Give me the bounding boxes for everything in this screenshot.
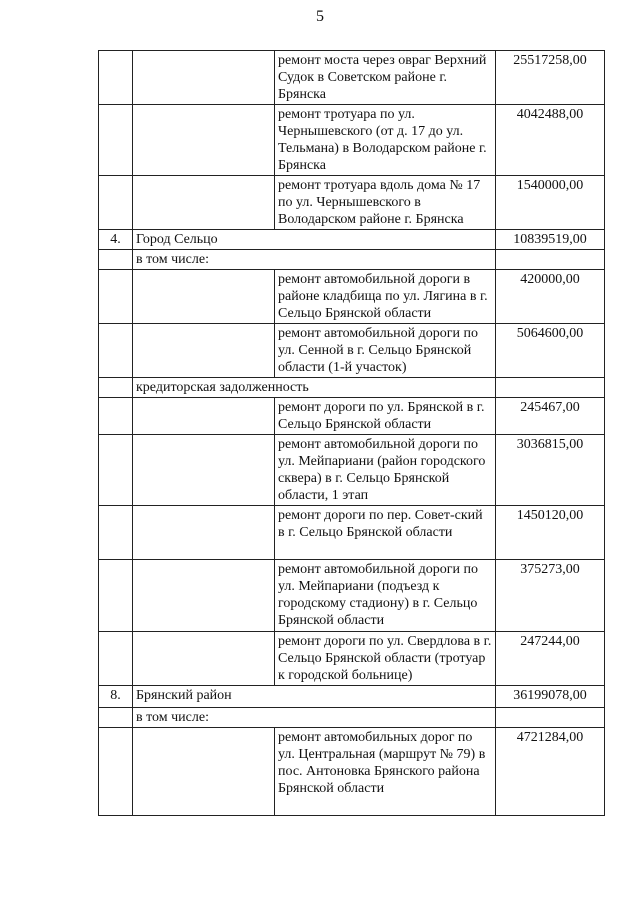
section-name: Брянский район <box>133 686 496 708</box>
table-row <box>99 270 605 324</box>
num-cell <box>99 398 133 435</box>
table-row <box>99 51 605 105</box>
desc-cell: ремонт дороги по ул. Свердлова в г. Сельцо Брянской области (тротуар к городской больнице) <box>275 632 496 686</box>
including-row <box>99 250 605 270</box>
num-cell <box>99 176 133 230</box>
section-amount: 10839519,00 <box>496 230 605 250</box>
num-cell <box>99 105 133 176</box>
name-cell <box>133 270 275 324</box>
budget-table <box>98 50 605 816</box>
name-cell <box>133 632 275 686</box>
amount-cell <box>496 250 605 270</box>
num-cell <box>99 250 133 270</box>
including-label: в том числе: <box>133 708 496 728</box>
name-cell <box>133 105 275 176</box>
table-row <box>99 560 605 632</box>
section-header-row <box>99 230 605 250</box>
amount-cell: 375273,00 <box>496 560 605 632</box>
desc-cell: ремонт автомобильной дороги по ул. Мейпариани (район городского сквера) в г. Сельцо Брянской области, 1 этап <box>275 435 496 506</box>
table-row <box>99 506 605 560</box>
amount-cell: 1540000,00 <box>496 176 605 230</box>
section-name: Город Сельцо <box>133 230 496 250</box>
table-row <box>99 176 605 230</box>
name-cell <box>133 51 275 105</box>
name-cell <box>133 435 275 506</box>
amount-cell: 4721284,00 <box>496 728 605 816</box>
num-cell <box>99 270 133 324</box>
name-cell <box>133 728 275 816</box>
amount-cell: 5064600,00 <box>496 324 605 378</box>
section-header-row <box>99 686 605 708</box>
desc-cell: ремонт автомобильной дороги в районе кладбища по ул. Лягина в г. Сельцо Брянской области <box>275 270 496 324</box>
desc-cell: ремонт автомобильной дороги по ул. Мейпариани (подъезд к городскому стадиону) в г. Сельцо Брянской области <box>275 560 496 632</box>
desc-cell: ремонт дороги по пер. Совет-ский в г. Сельцо Брянской области <box>275 506 496 560</box>
table-row <box>99 632 605 686</box>
page-number: 5 <box>316 8 324 25</box>
amount-cell <box>496 708 605 728</box>
num-cell <box>99 506 133 560</box>
desc-cell: ремонт дороги по ул. Брянской в г. Сельцо Брянской области <box>275 398 496 435</box>
num-cell <box>99 435 133 506</box>
num-cell <box>99 378 133 398</box>
amount-cell: 25517258,00 <box>496 51 605 105</box>
amount-cell <box>496 378 605 398</box>
num-cell <box>99 632 133 686</box>
desc-cell: ремонт автомобильных дорог по ул. Центральная (маршрут № 79) в пос. Антоновка Брянского района Брянской области <box>275 728 496 816</box>
desc-cell: ремонт моста через овраг Верхний Судок в Советском районе г. Брянска <box>275 51 496 105</box>
amount-cell: 3036815,00 <box>496 435 605 506</box>
name-cell <box>133 560 275 632</box>
amount-cell: 1450120,00 <box>496 506 605 560</box>
table-row <box>99 105 605 176</box>
num-cell <box>99 560 133 632</box>
section-number: 8. <box>99 686 133 708</box>
debt-label: кредиторская задолженность <box>133 378 496 398</box>
including-label: в том числе: <box>133 250 496 270</box>
num-cell <box>99 728 133 816</box>
name-cell <box>133 176 275 230</box>
desc-cell: ремонт автомобильной дороги по ул. Сенной в г. Сельцо Брянской области (1-й участок) <box>275 324 496 378</box>
including-row <box>99 708 605 728</box>
table-row <box>99 324 605 378</box>
num-cell <box>99 51 133 105</box>
amount-cell: 4042488,00 <box>496 105 605 176</box>
desc-cell: ремонт тротуара вдоль дома № 17 по ул. Чернышевского в Володарском районе г. Брянска <box>275 176 496 230</box>
num-cell <box>99 324 133 378</box>
amount-cell: 420000,00 <box>496 270 605 324</box>
amount-cell: 245467,00 <box>496 398 605 435</box>
amount-cell: 247244,00 <box>496 632 605 686</box>
section-amount: 36199078,00 <box>496 686 605 708</box>
debt-row <box>99 378 605 398</box>
name-cell <box>133 506 275 560</box>
desc-cell: ремонт тротуара по ул. Чернышевского (от д. 17 до ул. Тельмана) в Володарском районе г. Брянска <box>275 105 496 176</box>
table-row <box>99 398 605 435</box>
num-cell <box>99 708 133 728</box>
name-cell <box>133 324 275 378</box>
table-row <box>99 728 605 816</box>
name-cell <box>133 398 275 435</box>
section-number: 4. <box>99 230 133 250</box>
table-row <box>99 435 605 506</box>
